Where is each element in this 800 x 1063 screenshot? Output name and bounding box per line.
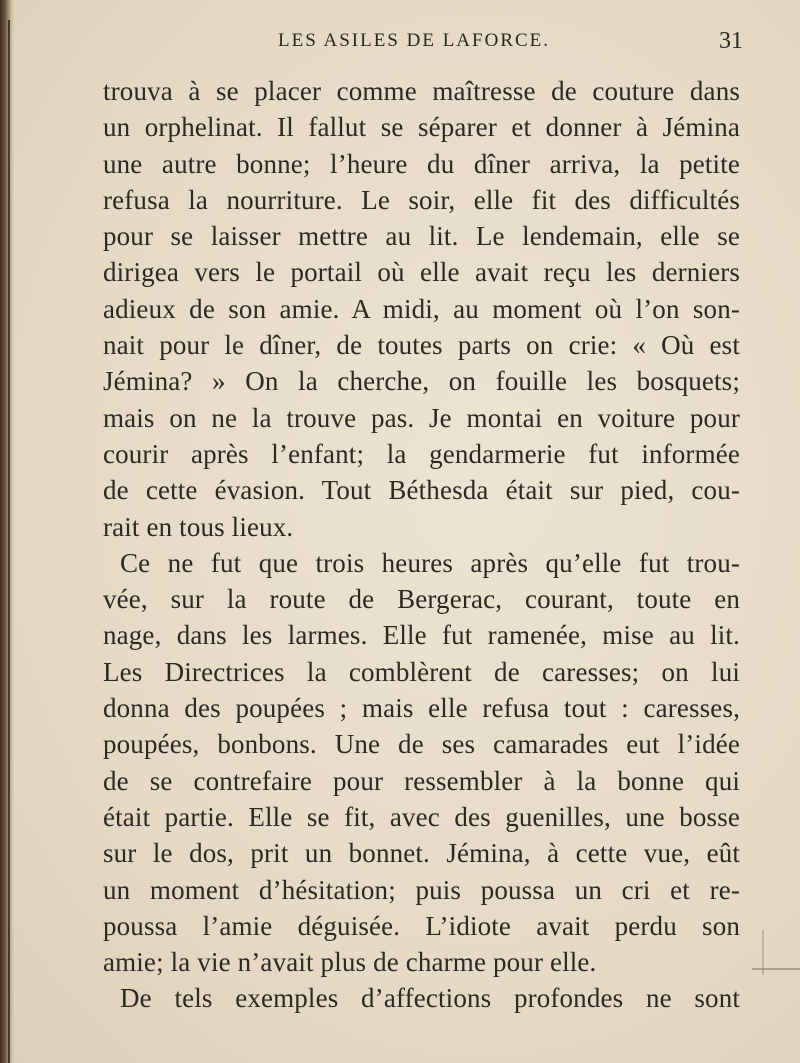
text-line: mais on ne la trouve pas. Je montai en voiture pour	[103, 402, 740, 433]
text-line: Jémina? » On la cherche, on fouille les bosquets;	[103, 366, 740, 397]
text-line: Les Directrices la comblèrent de caresses; on lui	[103, 656, 740, 687]
running-head: LES ASILES DE LAFORCE.	[278, 30, 551, 51]
text-line: poupées, bonbons. Une de ses camarades eut l’idée	[103, 729, 740, 760]
text-line: de se contrefaire pour ressembler à la bonne qui	[103, 765, 740, 796]
text-line: Ce ne fut que trois heures après qu’elle fut trou-	[120, 547, 740, 578]
body-text	[103, 73, 740, 1017]
text-line: donna des poupées ; mais elle refusa tout : caresses,	[103, 693, 740, 724]
text-line: pour se laisser mettre au lit. Le lendemain, elle se	[103, 221, 740, 252]
text-line: trouva à se placer comme maîtresse de couture dans	[103, 76, 740, 106]
page-header	[103, 28, 763, 56]
text-line: adieux de son amie. A midi, au moment où l’on son-	[103, 293, 740, 324]
text-line: refusa la nourriture. Le soir, elle fit des difficultés	[103, 184, 740, 215]
text-line: un orphelinat. Il fallut se séparer et donner à Jémina	[103, 112, 740, 143]
text-line: nait pour le dîner, de toutes parts on crie: « Où est	[103, 330, 740, 361]
binding-edge	[8, 20, 10, 1063]
text-line: amie; la vie n’avait plus de charme pour elle.	[103, 947, 597, 978]
text-line: courir après l’enfant; la gendarmerie fut informée	[103, 438, 740, 469]
text-line: De tels exemples d’affections profondes ne sont	[120, 983, 740, 1014]
page-binding-shadow	[0, 0, 14, 1063]
page-edge-mark	[762, 930, 764, 975]
text-line: vée, sur la route de Bergerac, courant, toute en	[103, 584, 740, 615]
text-line: un moment d’hésitation; puis poussa un cri et re-	[103, 874, 740, 905]
text-line: une autre bonne; l’heure du dîner arriva, la petite	[103, 148, 740, 179]
text-line: était partie. Elle se fit, avec des guenilles, une bosse	[103, 801, 740, 832]
text-line: nage, dans les larmes. Elle fut ramenée, mise au lit.	[103, 620, 740, 651]
page-edge-mark	[752, 968, 800, 970]
text-line: sur le dos, prit un bonnet. Jémina, à cette vue, eût	[103, 838, 740, 869]
text-line: rait en tous lieux.	[103, 511, 294, 542]
text-line: dirigea vers le portail où elle avait reçu les derniers	[103, 257, 740, 288]
page-number: 31	[719, 28, 743, 54]
text-line: de cette évasion. Tout Béthesda était sur pied, cou-	[103, 475, 740, 506]
text-line: poussa l’amie déguisée. L’idiote avait perdu son	[103, 910, 740, 941]
